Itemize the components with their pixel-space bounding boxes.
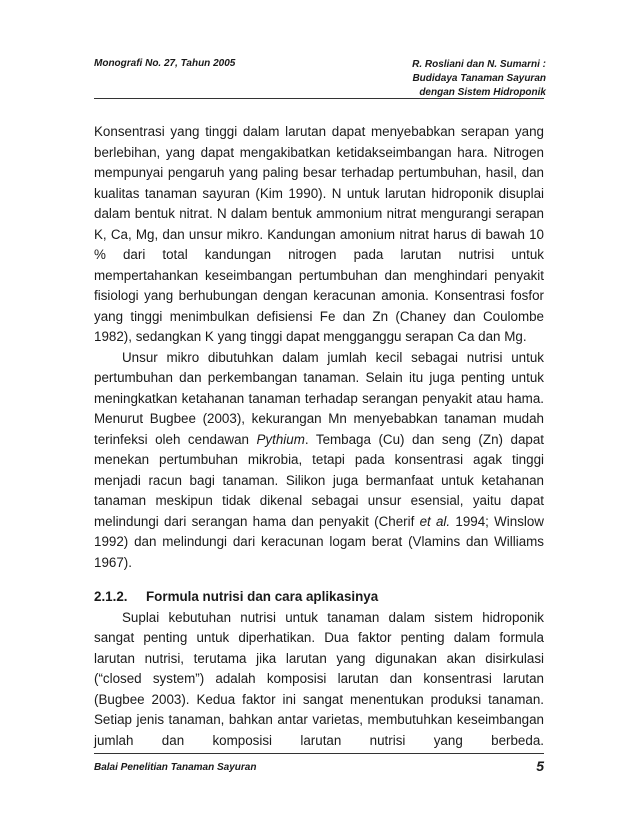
italic-term: et al. [419, 513, 451, 529]
paragraph-text: . Tembaga (Cu) dan seng (Zn) dapat menekan pertumbuhan mikrobia, tetapi pada konsentrasi agak tinggi menjadi racun bagi tanaman. Silikon juga bermanfaat untuk ketahanan tanaman meskipun tidak dikenal sebagai unsur esensial, yaitu dapat melindungi dari serangan hama dan penyakit (Cherif [94, 431, 545, 529]
section-heading [94, 587, 544, 608]
paragraph-nitrogen: Konsentrasi yang tinggi dalam larutan dapat menyebabkan serapan yang berlebihan, yang dapat mengakibatkan ketidakseimbangan hara. Nitrogen mempunyai pengaruh yang paling besar terhadap pertumbuhan, hasil, dan kualitas tanaman sayuran (Kim 1990). N untuk larutan hidroponik disuplai dalam bentuk nitrat. N dalam bentuk ammonium nitrat mengurangi serapan K, Ca, Mg, dan unsur mikro. Kandungan amonium nitrat harus di bawah 10 % dari total kandungan nitrogen pada larutan nutrisi untuk mempertahankan keseimbangan pertumbuhan dan menghindari penyakit fisiologi yang berhubungan dengan keracunan amonia. Konsentrasi fosfor yang tinggi menimbulkan defisiensi Fe dan Zn (Chaney dan Coulombe 1982), sedangkan K yang tinggi dapat mengganggu serapan Ca dan Mg. [94, 124, 544, 344]
page-number: 5 [536, 758, 544, 774]
paragraph-text: 1994; Winslow 1992) dan melindungi dari keracunan logam berat (Vlamins dan Williams 1967). [94, 513, 544, 570]
header-divider [94, 98, 544, 99]
header-authors [412, 58, 546, 100]
section-number: 2.1.2. [94, 589, 128, 604]
section-title: Formula nutrisi dan cara aplikasinya [146, 589, 379, 604]
page-body [94, 122, 544, 751]
header-publication: Monografi No. 27, Tahun 2005 [94, 58, 236, 69]
paragraph-formula: Suplai kebutuhan nutrisi untuk tanaman dalam sistem hidroponik sangat penting untuk diperhatikan. Dua faktor penting dalam formula larutan nutrisi, terutama jika larutan yang digunakan akan disirkulasi (“closed system”) adalah komposisi larutan dan konsentrasi larutan (Bugbee 2003). Kedua faktor ini sangat menentukan produksi tanaman. Setiap jenis tanaman, bahkan antar varietas, membutuhkan keseimbangan jumlah dan komposisi larutan nutrisi yang berbeda. [94, 609, 544, 748]
header-authors-line: R. Rosliani dan N. Sumarni : [412, 59, 546, 70]
paragraph-micronutrients [94, 348, 544, 574]
header-subtitle-line: dengan Sistem Hidroponik [419, 87, 546, 98]
footer-institution: Balai Penelitian Tanaman Sayuran [94, 762, 257, 773]
header-title-line: Budidaya Tanaman Sayuran [412, 73, 546, 84]
italic-term: Pythium [256, 431, 305, 447]
footer-divider [94, 753, 544, 754]
paragraph-text: Unsur mikro dibutuhkan dalam jumlah kecil sebagai nutrisi untuk pertumbuhan dan perkembangan tanaman. Selain itu juga penting untuk meningkatkan ketahanan tanaman terhadap serangan penyakit atau hama. Menurut Bugbee (2003), kekurangan Mn menyebabkan tanaman mudah terinfeksi oleh cendawan [94, 349, 544, 447]
